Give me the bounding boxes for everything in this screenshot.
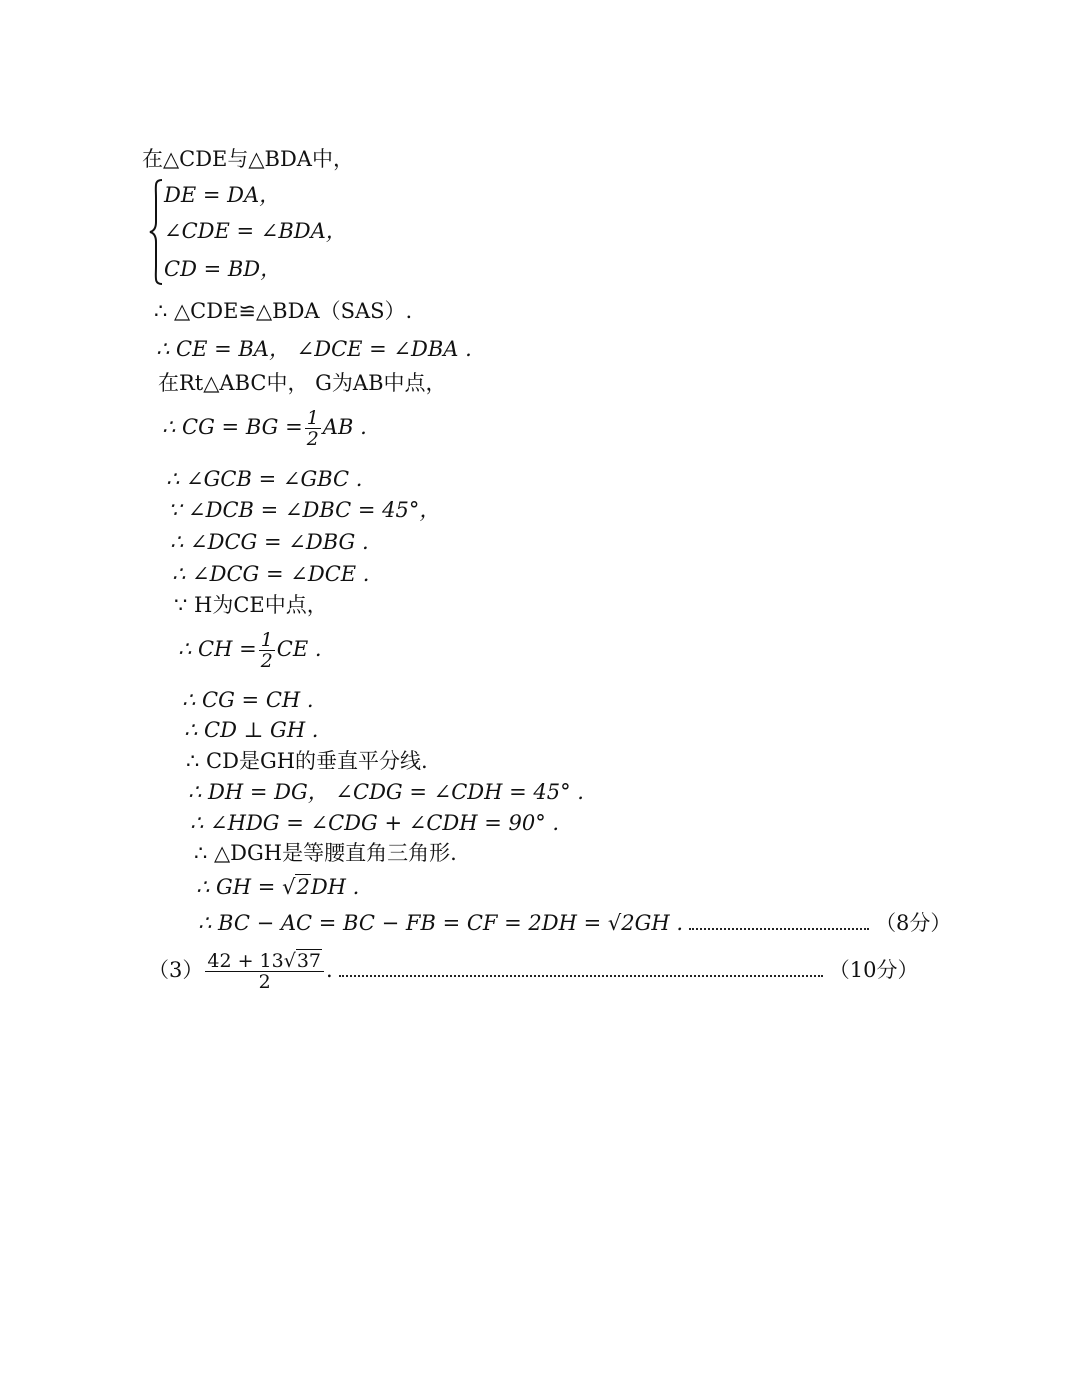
line-ce-ba: ∴ CE = BA， ∠DCE = ∠DBA . <box>156 337 472 361</box>
line-cg-bg <box>162 400 367 454</box>
line-hdg: ∴ ∠HDG = ∠CDG + ∠CDH = 90° . <box>190 811 560 835</box>
line-gh-post: DH . <box>310 875 360 899</box>
fraction-half <box>305 408 321 449</box>
score-10: （10分） <box>828 958 919 982</box>
line-ch-post: CE . <box>276 637 322 661</box>
line-triangle-compare: 在△CDE与△BDA中， <box>142 147 354 171</box>
line-dcg-dce: ∴ ∠DCG = ∠DCE . <box>172 562 370 586</box>
left-brace-icon <box>148 178 164 286</box>
sqrt-37: √37 <box>283 950 322 972</box>
fraction-numerator: 1 <box>306 407 319 429</box>
system-line-2: ∠CDE = ∠BDA， <box>164 219 347 243</box>
line-congruent: ∴ △CDE≌△BDA（SAS）. <box>154 299 413 323</box>
score-8: （8分） <box>875 911 952 935</box>
equation-system <box>148 178 408 286</box>
system-line-3: CD = BD， <box>164 257 282 281</box>
sqrt-radicand: 2 <box>296 875 310 899</box>
line-bc-ac <box>198 910 951 936</box>
sqrt-37-radicand: 37 <box>296 950 322 972</box>
part-3-denominator: 2 <box>258 971 271 993</box>
sqrt-two: √2 <box>282 875 310 899</box>
fraction-half-2 <box>259 630 275 671</box>
line-dcb-dbc: ∵ ∠DCB = ∠DBC = 45°， <box>168 498 441 522</box>
leader-dots <box>689 928 869 930</box>
line-cg-bg-post: AB . <box>322 415 367 439</box>
line-cd-perp: ∴ CD ⊥ GH . <box>184 718 319 742</box>
line-dh-dg: ∴ DH = DG， ∠CDG = ∠CDH = 45° . <box>188 780 584 804</box>
part-3-post: . <box>326 958 333 982</box>
line-gh-sqrt <box>196 874 359 900</box>
part-3-numerator <box>205 951 324 972</box>
line-cg-bg-pre: ∴ CG = BG = <box>162 415 303 439</box>
system-line-1: DE = DA， <box>164 183 281 207</box>
line-ch-pre: ∴ CH = <box>178 637 257 661</box>
part-3-numerator-text: 42 + 13 <box>207 950 284 972</box>
part-3-fraction <box>205 951 324 992</box>
line-gcb-gbc: ∴ ∠GCB = ∠GBC . <box>166 467 363 491</box>
line-perp-bisector: ∴ CD是GH的垂直平分线. <box>186 749 428 773</box>
line-ch-half <box>178 622 322 676</box>
line-gh-pre: ∴ GH = <box>196 875 283 899</box>
line-h-midpoint: ∵ H为CE中点， <box>174 593 328 617</box>
fraction-denominator: 2 <box>306 428 319 450</box>
line-rt-abc: 在Rt△ABC中， G为AB中点， <box>158 371 447 395</box>
fraction-denominator-2: 2 <box>260 650 273 672</box>
fraction-numerator-2: 1 <box>260 629 273 651</box>
line-bc-ac-text: ∴ BC − AC = BC − FB = CF = 2DH = √2GH . <box>198 911 684 935</box>
part-3-answer <box>148 942 918 998</box>
line-isosceles-right: ∴ △DGH是等腰直角三角形. <box>194 841 457 865</box>
line-dcg-dbg: ∴ ∠DCG = ∠DBG . <box>170 530 369 554</box>
leader-dots-2 <box>339 975 823 977</box>
line-cg-ch: ∴ CG = CH . <box>182 688 314 712</box>
part-3-label: （3） <box>148 958 204 982</box>
